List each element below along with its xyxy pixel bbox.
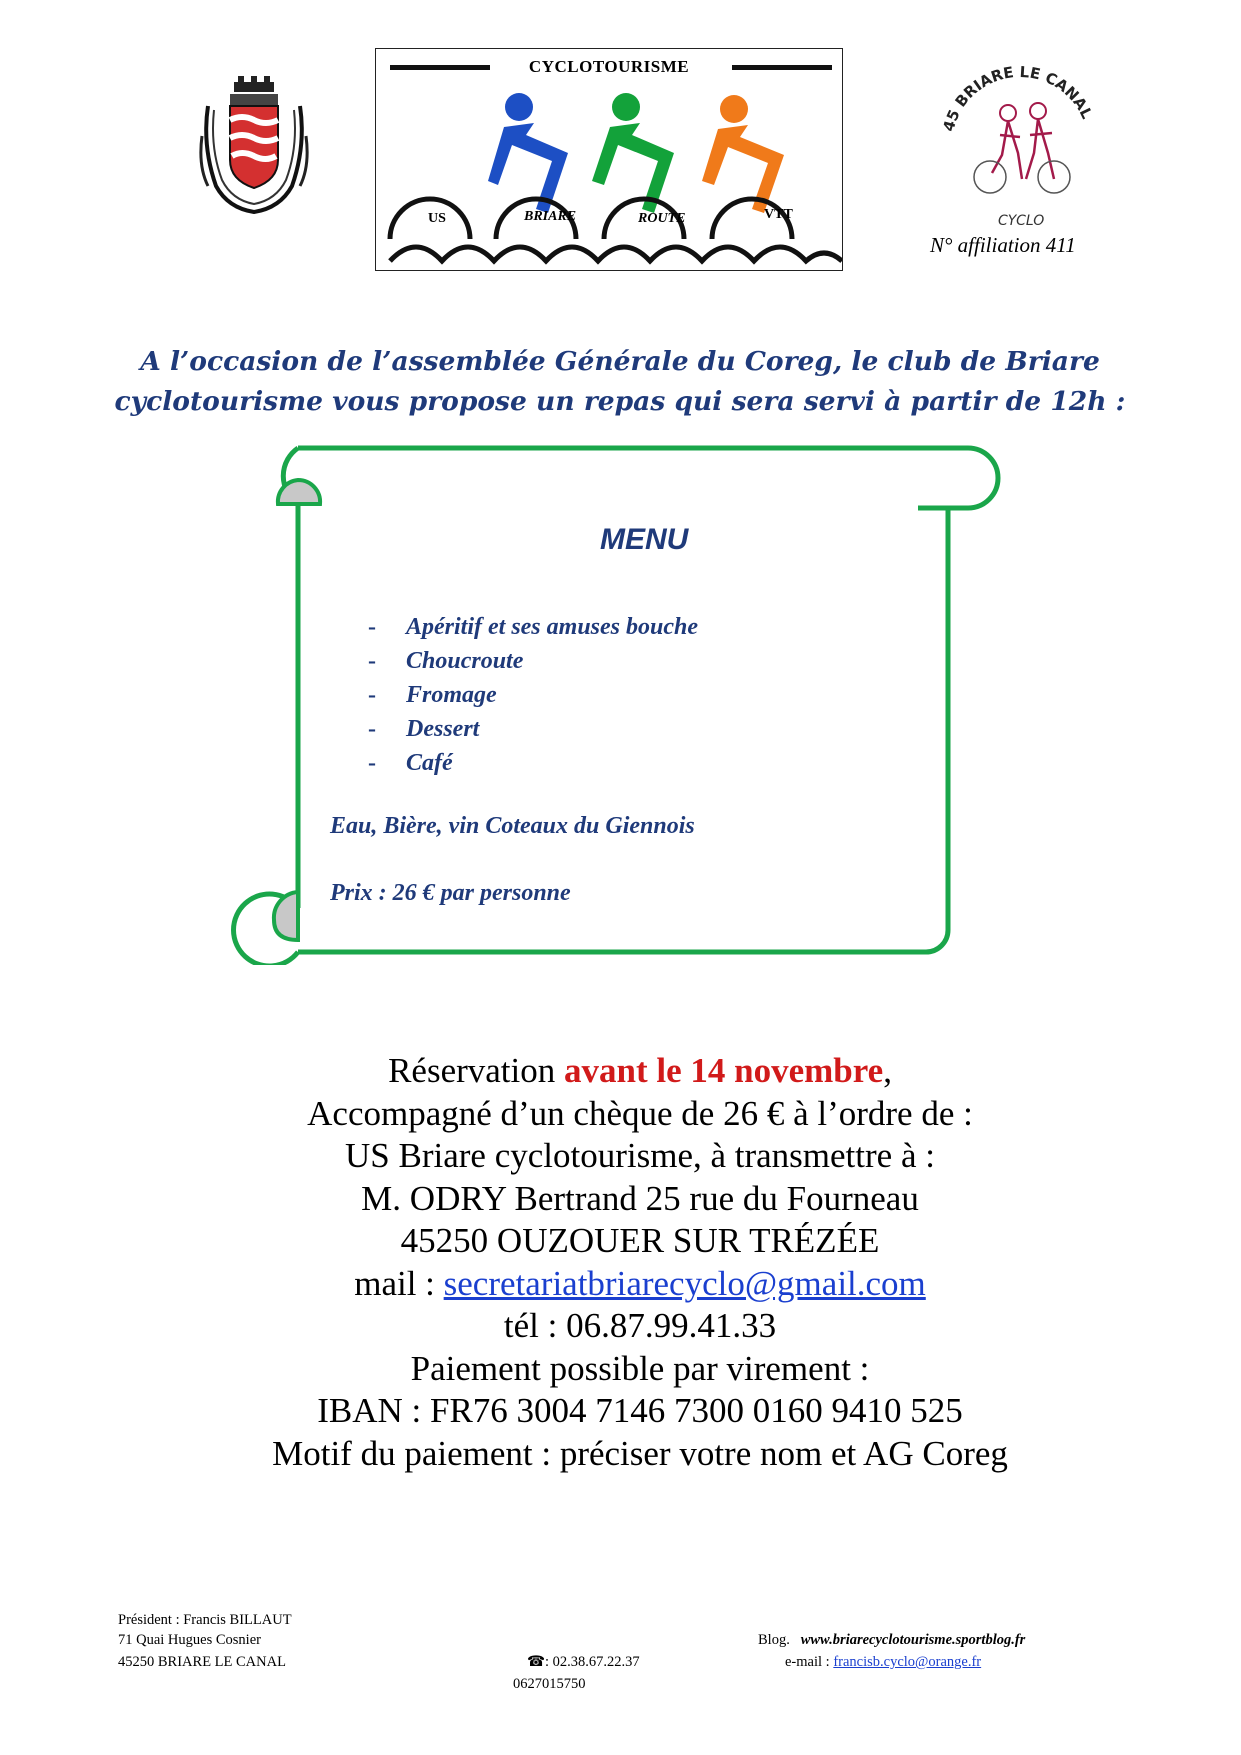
reservation-motif: Motif du paiement : préciser votre nom et AG Coreg	[272, 1433, 1008, 1473]
menu-title: MENU	[600, 523, 689, 556]
club-badge-logo	[930, 55, 1110, 235]
footer-address-2: 45250 BRIARE LE CANAL	[118, 1654, 286, 1670]
intro-line-1: A l’occasion de l’assemblée Générale du Coreg, le club de Briare	[140, 346, 1100, 377]
reservation-payment: Paiement possible par virement :	[410, 1348, 870, 1388]
menu-drinks: Eau, Bière, vin Coteaux du Giennois	[330, 813, 695, 839]
reservation-deadline-line: Réservation avant le 14 novembre,	[388, 1051, 892, 1090]
intro-text	[90, 342, 1150, 422]
reservation-contact-city: 45250 OUZOUER SUR TRÉZÉE	[400, 1221, 880, 1260]
reservation-info	[120, 1050, 1160, 1475]
club-badge-text: 45 BRIARE LE CANAL	[939, 62, 1096, 134]
reservation-phone: tél : 06.87.99.41.33	[503, 1306, 777, 1345]
footer-address-1: 71 Quai Hugues Cosnier	[118, 1632, 261, 1648]
menu-item: - Choucroute	[368, 648, 524, 674]
logo-word-route: ROUTE	[638, 211, 686, 226]
logo-word-us: US	[428, 211, 446, 226]
menu-list	[368, 610, 698, 780]
logo-title: CYCLOTOURISME	[528, 57, 690, 76]
footer-email: e-mail : francisb.cyclo@orange.fr	[785, 1654, 982, 1670]
logo-word-briare: BRIARE	[524, 209, 577, 224]
menu-price: Prix : 26 € par personne	[330, 880, 571, 906]
reservation-deadline: avant le 14 novembre	[564, 1051, 884, 1090]
footer-president: Président : Francis BILLAUT	[118, 1612, 292, 1628]
footer-blog: Blog. www.briarecyclotourisme.sportblog.fr	[758, 1632, 1026, 1648]
coat-of-arms-logo	[198, 76, 310, 216]
menu-item: - Fromage	[368, 682, 497, 708]
menu-item: - Apéritif et ses amuses bouche	[368, 614, 698, 640]
club-badge-sub: CYCLO	[998, 213, 1045, 229]
reservation-cheque: Accompagné d’un chèque de 26 € à l’ordre de :	[307, 1093, 973, 1133]
intro-line-2: cyclotourisme vous propose un repas qui sera servi à partir de 12h :	[114, 386, 1126, 417]
reservation-payee: US Briare cyclotourisme, à transmettre à :	[345, 1136, 935, 1175]
footer-email-link[interactable]: francisb.cyclo@orange.fr	[833, 1654, 982, 1670]
reservation-email-link[interactable]: secretariatbriarecyclo@gmail.com	[443, 1263, 926, 1303]
menu-item: - Café	[368, 750, 453, 776]
svg-text:45 BRIARE LE CANAL	[939, 63, 1096, 133]
footer-phone-2: 0627015750	[513, 1676, 586, 1692]
affiliation-number: N° affiliation 411	[930, 233, 1076, 257]
reservation-contact-name: M. ODRY Bertrand 25 rue du Fourneau	[361, 1178, 919, 1218]
reservation-mail-line: mail : secretariatbriarecyclo@gmail.com	[354, 1263, 926, 1303]
cyclotourisme-logo	[375, 48, 843, 271]
reservation-iban: IBAN : FR76 3004 7146 7300 0160 9410 525	[317, 1391, 963, 1430]
footer-blog-url[interactable]: www.briarecyclotourisme.sportblog.fr	[800, 1632, 1026, 1648]
footer-phone: ☎: 02.38.67.22.37	[527, 1654, 640, 1670]
telephone-icon: ☎	[527, 1654, 546, 1670]
menu-item: - Dessert	[368, 716, 480, 742]
logo-word-vtt: VTT	[764, 207, 793, 222]
